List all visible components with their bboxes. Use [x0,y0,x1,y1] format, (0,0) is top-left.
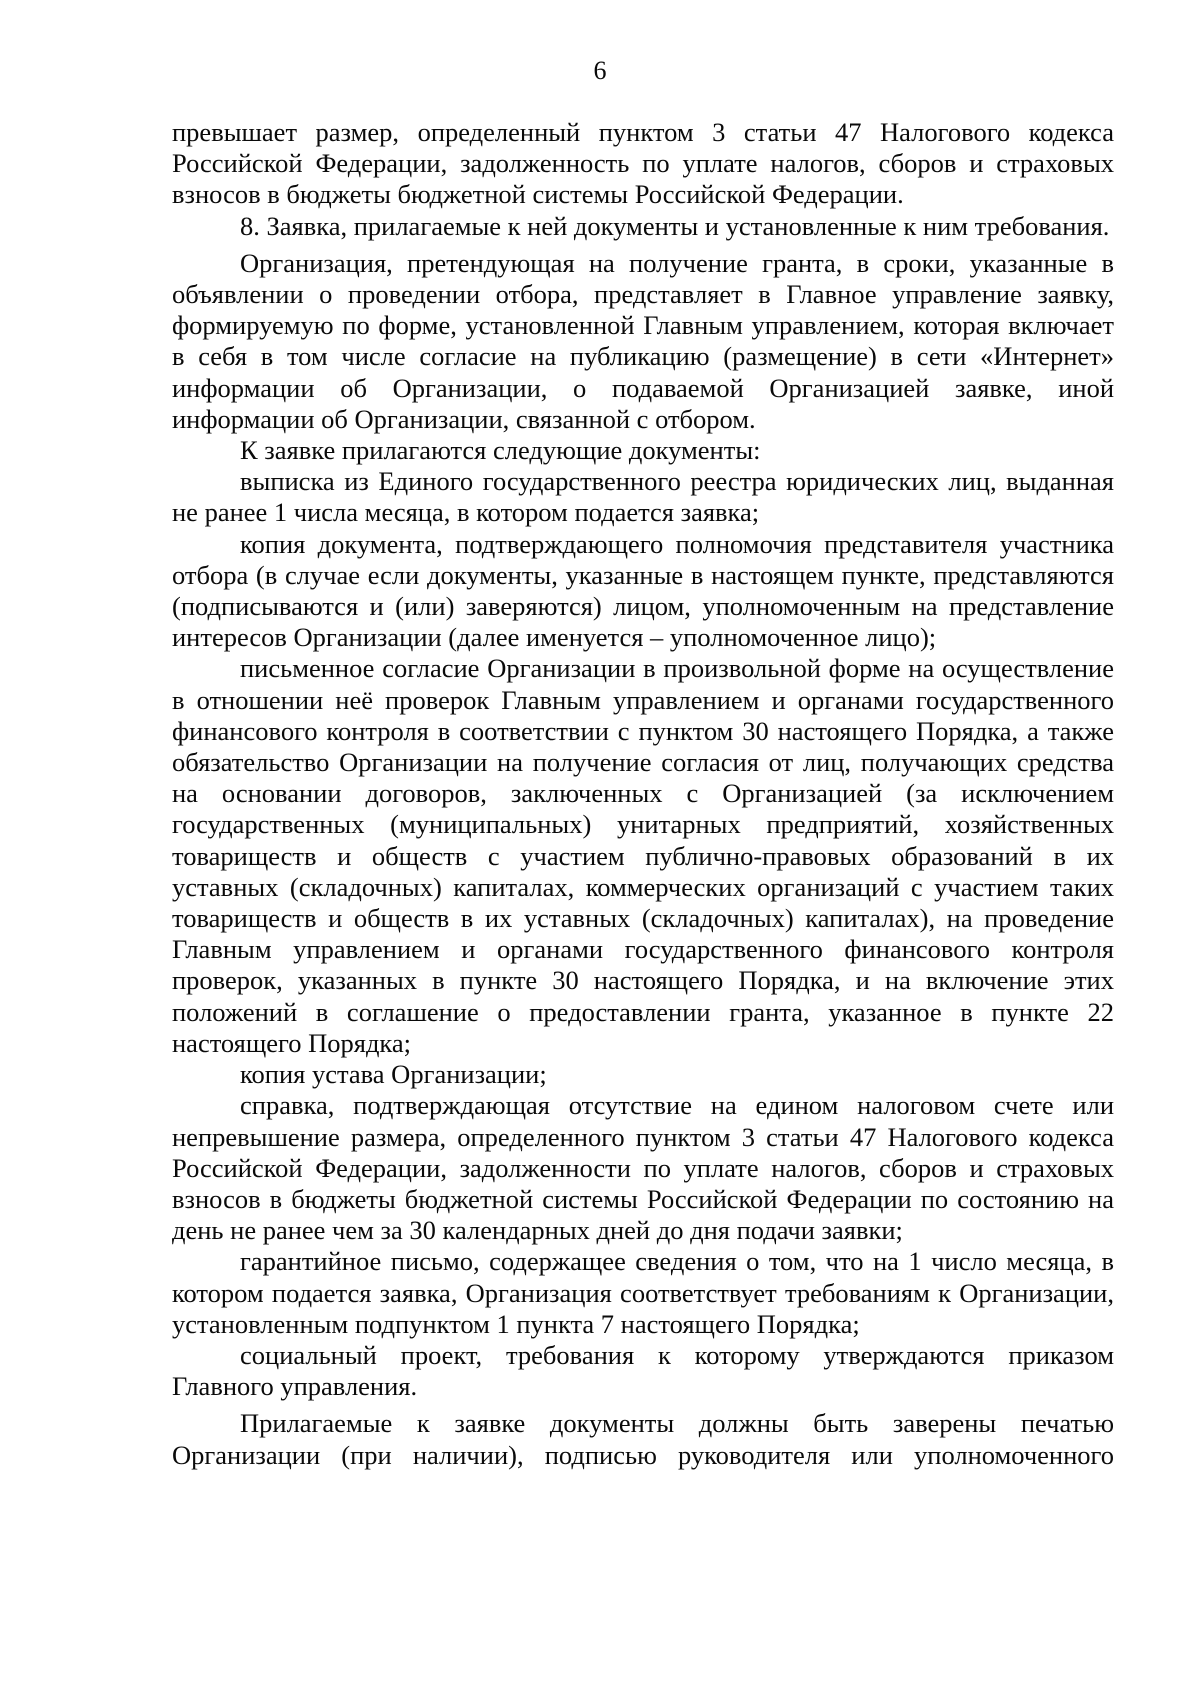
list-item-guarantee-letter: гарантийное письмо, содержащее сведения о том, что на 1 число месяца, в котором подается заявка, Организация соответствует требованиям к Организации, установленным подпунктом 1 пункта 7 настоящего Порядка; [172,1246,1114,1339]
paragraph-organization-submits: Организация, претендующая на получение гранта, в сроки, указанные в объявлении о проведении отбора, представляет в Главное управление заявку, формируемую по форме, установленной Главным управлением, которая включает в себя в том числе согласие на публикацию (размещение) в сети «Интернет» информации об Организации, о подаваемой Организацией заявке, иной информации об Организации, связанной с отбором. [172,247,1114,434]
paragraph-certification: Прилагаемые к заявке документы должны быть заверены печатью Организации (при наличии), подписью руководителя или уполномоченного [172,1408,1114,1470]
list-item-written-consent: письменное согласие Организации в произвольной форме на осуществление в отношении неё проверок Главным управлением и органами государственного финансового контроля в соответствии с пунктом 30 настоящего Порядка, а также обязательство Организации на получение согласия от лиц, получающих средства на основании договоров, заключенных с Организацией (за исключением государственных (муниципальных) унитарных предприятий, хозяйственных товариществ и обществ с участием публично-правовых образований в их уставных (складочных) капиталах, коммерческих организаций с участием таких товариществ и обществ в их уставных (складочных) капиталах), на проведение Главным управлением и органами государственного финансового контроля проверок, указанных в пункте 30 настоящего Порядка, и на включение этих положений в соглашение о предоставлении гранта, указанное в пункте 22 настоящего Порядка; [172,653,1114,1058]
document-body [172,117,1114,1471]
list-item-social-project: социальный проект, требования к которому утверждаются приказом Главного управления. [172,1339,1114,1402]
list-item-tax-certificate: справка, подтверждающая отсутствие на едином налоговом счете или непревышение размера, определенного пунктом 3 статьи 47 Налогового кодекса Российской Федерации, задолженности по уплате налогов, сборов и страховых взносов в бюджеты бюджетной системы Российской Федерации по состоянию на день не ранее чем за 30 календарных дней до дня подачи заявки; [172,1090,1114,1246]
list-item-authority-copy: копия документа, подтверждающего полномочия представителя участника отбора (в случае если документы, указанные в настоящем пункте, представляются (подписываются и (или) заверяются) лицом, уполномоченным на представление интересов Организации (далее именуется – уполномоченное лицо); [172,528,1114,653]
section-8-heading: 8. Заявка, прилагаемые к ней документы и установленные к ним требования. [240,210,1110,241]
paragraph-documents-intro: К заявке прилагаются следующие документы: [240,435,761,466]
paragraph-continuation: превышает размер, определенный пунктом 3 статьи 47 Налогового кодекса Российской Федерации, задолженность по уплате налогов, сборов и страховых взносов в бюджеты бюджетной системы Российской Федерации. [172,117,1114,210]
list-item-charter-copy: копия устава Организации; [240,1059,547,1090]
list-item-egrul-extract: выписка из Единого государственного реестра юридических лиц, выданная не ранее 1 числа месяца, в котором подается заявка; [172,466,1114,528]
page-number: 6 [593,56,607,85]
